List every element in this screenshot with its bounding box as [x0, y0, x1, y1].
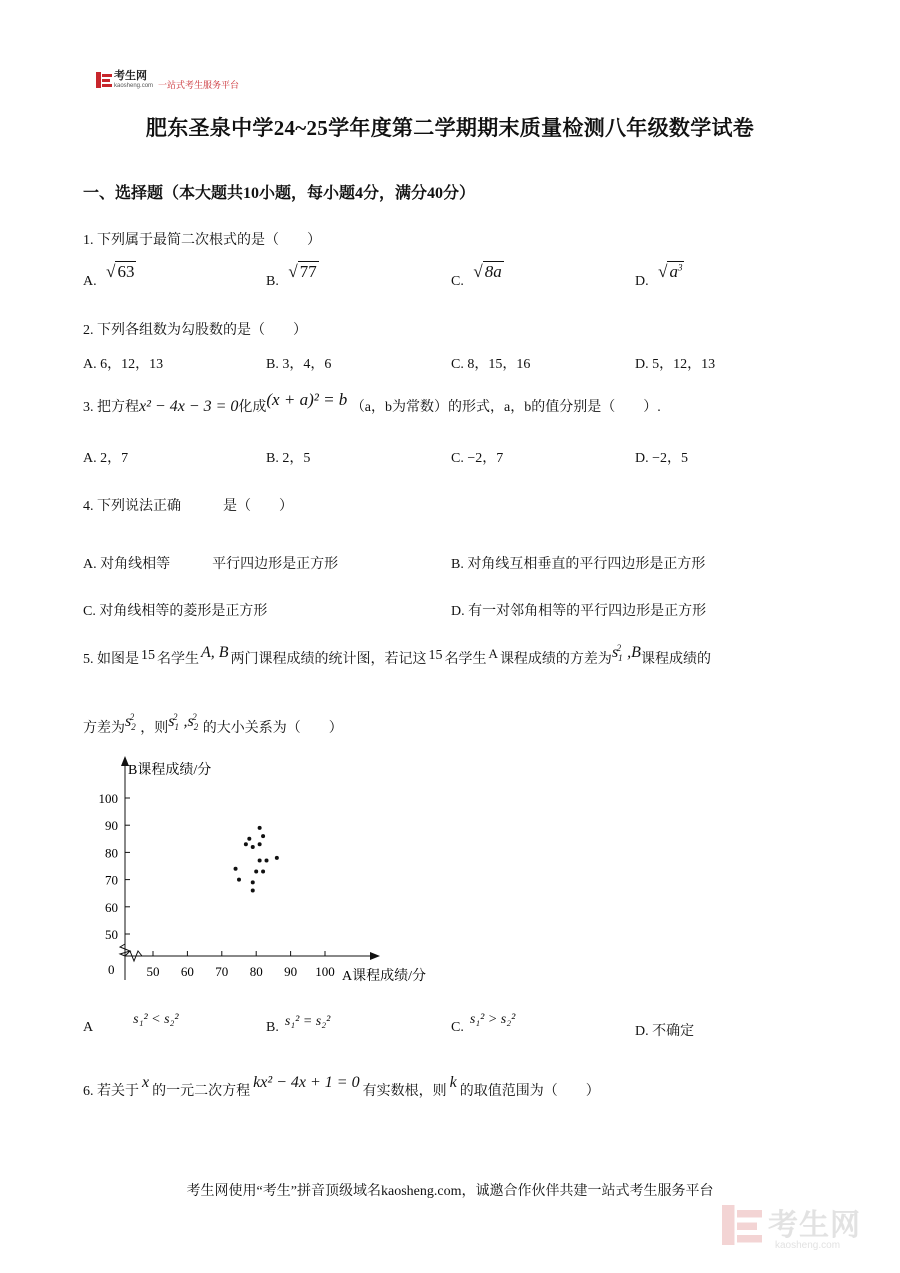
y-tick-label: 60: [105, 899, 118, 915]
y-tick-label: 100: [98, 791, 118, 806]
q4-option-c: C. 对角线相等的菱形是正方形: [83, 604, 268, 619]
q1-option-d: D. √ $a^3$: [635, 262, 683, 289]
q5-option-b: B. s₁² = s₂²: [266, 1014, 331, 1035]
q3-option-a: A. 2，7: [83, 451, 129, 466]
question-1: 1. 下列属于最简二次根式的是（ ）: [83, 233, 321, 248]
q5-option-a: As₁² < s₂²: [83, 1012, 179, 1035]
scatter-point: [247, 837, 251, 841]
x-tick-label: 100: [315, 964, 335, 979]
x-axis-arrow: [370, 952, 380, 960]
scatter-point: [244, 842, 248, 846]
scatter-point: [258, 842, 262, 846]
kaosheng-logo-icon: [96, 72, 112, 88]
origin-label: 0: [108, 962, 115, 977]
q1-d-radicand: a: [669, 262, 678, 281]
q1-a-radicand: 63: [117, 262, 135, 281]
y-tick-label: 70: [105, 872, 118, 888]
q1-option-c: C. √ 8a: [451, 262, 502, 289]
y-tick-label: 80: [105, 845, 118, 861]
q3-equation-2: (x + a)² = b: [266, 390, 348, 409]
y-tick-label: 90: [105, 818, 118, 834]
scatter-point: [234, 867, 238, 871]
scatter-point: [251, 845, 255, 849]
q5-b-expression: s₁² = s₂²: [284, 1014, 331, 1029]
y-axis-label: B课程成绩/分: [128, 763, 212, 778]
q2-option-a: A. 6，12，13: [83, 357, 164, 372]
logo-name: 考生网: [114, 70, 147, 82]
watermark-name: 考生网: [768, 1209, 861, 1242]
q3-equation-1: x² − 4x − 3 = 0: [139, 398, 239, 415]
scatter-point: [258, 826, 262, 830]
q1-d-exponent: 3: [677, 262, 683, 273]
q2-option-c: C. 8，15，16: [451, 357, 531, 372]
scatter-point: [237, 878, 241, 882]
q1-b-radicand: 77: [299, 262, 317, 281]
scatter-point: [251, 888, 255, 892]
q1-option-b: B. √ 77: [266, 262, 317, 289]
question-2: 2. 下列各组数为勾股数的是（ ）: [83, 323, 307, 338]
watermark-domain: kaosheng.com: [775, 1240, 841, 1251]
q5-a-expression: s₁² < s₂²: [133, 1012, 179, 1027]
question-4: 4. 下列说法正确 是（ ）: [83, 499, 293, 514]
section-heading: 一、选择题（本大题共10小题，每小题4分，满分40分）: [83, 185, 476, 202]
watermark-logo-icon: [722, 1205, 762, 1245]
scatter-point: [275, 856, 279, 860]
scatter-point: [254, 869, 258, 873]
x-tick-label: 50: [146, 964, 160, 979]
page-title: 肥东圣泉中学24~25学年度第二学期期末质量检测八年级数学试卷: [145, 116, 755, 140]
q5-option-c: C.s₁² > s₂²: [451, 1012, 516, 1035]
q4-option-d: D. 有一对邻角相等的平行四边形是正方形: [451, 604, 707, 619]
page-footer: 考生网使用“考生”拼音顶级域名kaosheng.com，诚邀合作伙伴共建一站式考生服务平台: [186, 1184, 714, 1199]
question-3: 3. 把方程x² − 4x − 3 = 0化成(x + a)² = b （a，b为常数）的形式，a，b的值分别是（ ）.: [83, 390, 661, 415]
question-5-line-1: 5. 如图是 15 名学生 A, B 两门课程成绩的统计图，若记这 15 名学生 A 课程成绩的方差为$s_1^2$ ,B课程成绩的: [83, 642, 711, 667]
scatter-chart: [80, 750, 480, 990]
logo-domain: kaosheng.com: [114, 83, 154, 89]
logo-slogan: 一站式考生服务平台: [158, 80, 240, 90]
x-tick-label: 80: [249, 964, 263, 979]
scatter-point: [261, 869, 265, 873]
question-6: 6. 若关于x的一元二次方程kx² − 4x + 1 = 0有实数根，则k的取值范围为（ ）: [83, 1074, 600, 1099]
question-5-line-2: 方差为$s_2^2$，则$s_1^2$ $,s_2^2$的大小关系为（ ）: [83, 711, 343, 736]
q1-option-a: A. √ 63: [83, 262, 135, 289]
x-tick-label: 60: [180, 964, 194, 979]
q5-c-expression: s₁² > s₂²: [469, 1012, 516, 1027]
scatter-point: [258, 859, 262, 863]
q2-option-b: B. 3，4，6: [266, 357, 332, 372]
q3-option-d: D. −2，5: [635, 451, 689, 466]
scatter-point: [251, 880, 255, 884]
q5-option-d: D. 不确定: [635, 1024, 695, 1039]
scatter-point: [265, 859, 269, 863]
q2-option-d: D. 5，12，13: [635, 357, 716, 372]
x-axis-label: A课程成绩/分: [342, 969, 426, 984]
x-tick-label: 70: [215, 964, 229, 979]
x-tick-label: 90: [284, 964, 298, 979]
scatter-point: [261, 834, 265, 838]
q3-option-c: C. −2，7: [451, 451, 504, 466]
q6-equation: kx² − 4x + 1 = 0: [253, 1074, 360, 1091]
q3-option-b: B. 2，5: [266, 451, 311, 466]
q4-option-a: A. 对角线相等 平行四边形是正方形: [83, 557, 339, 572]
q4-option-b: B. 对角线互相垂直的平行四边形是正方形: [451, 557, 706, 572]
q1-c-radicand: 8a: [484, 262, 502, 281]
y-tick-label: 50: [105, 927, 118, 942]
